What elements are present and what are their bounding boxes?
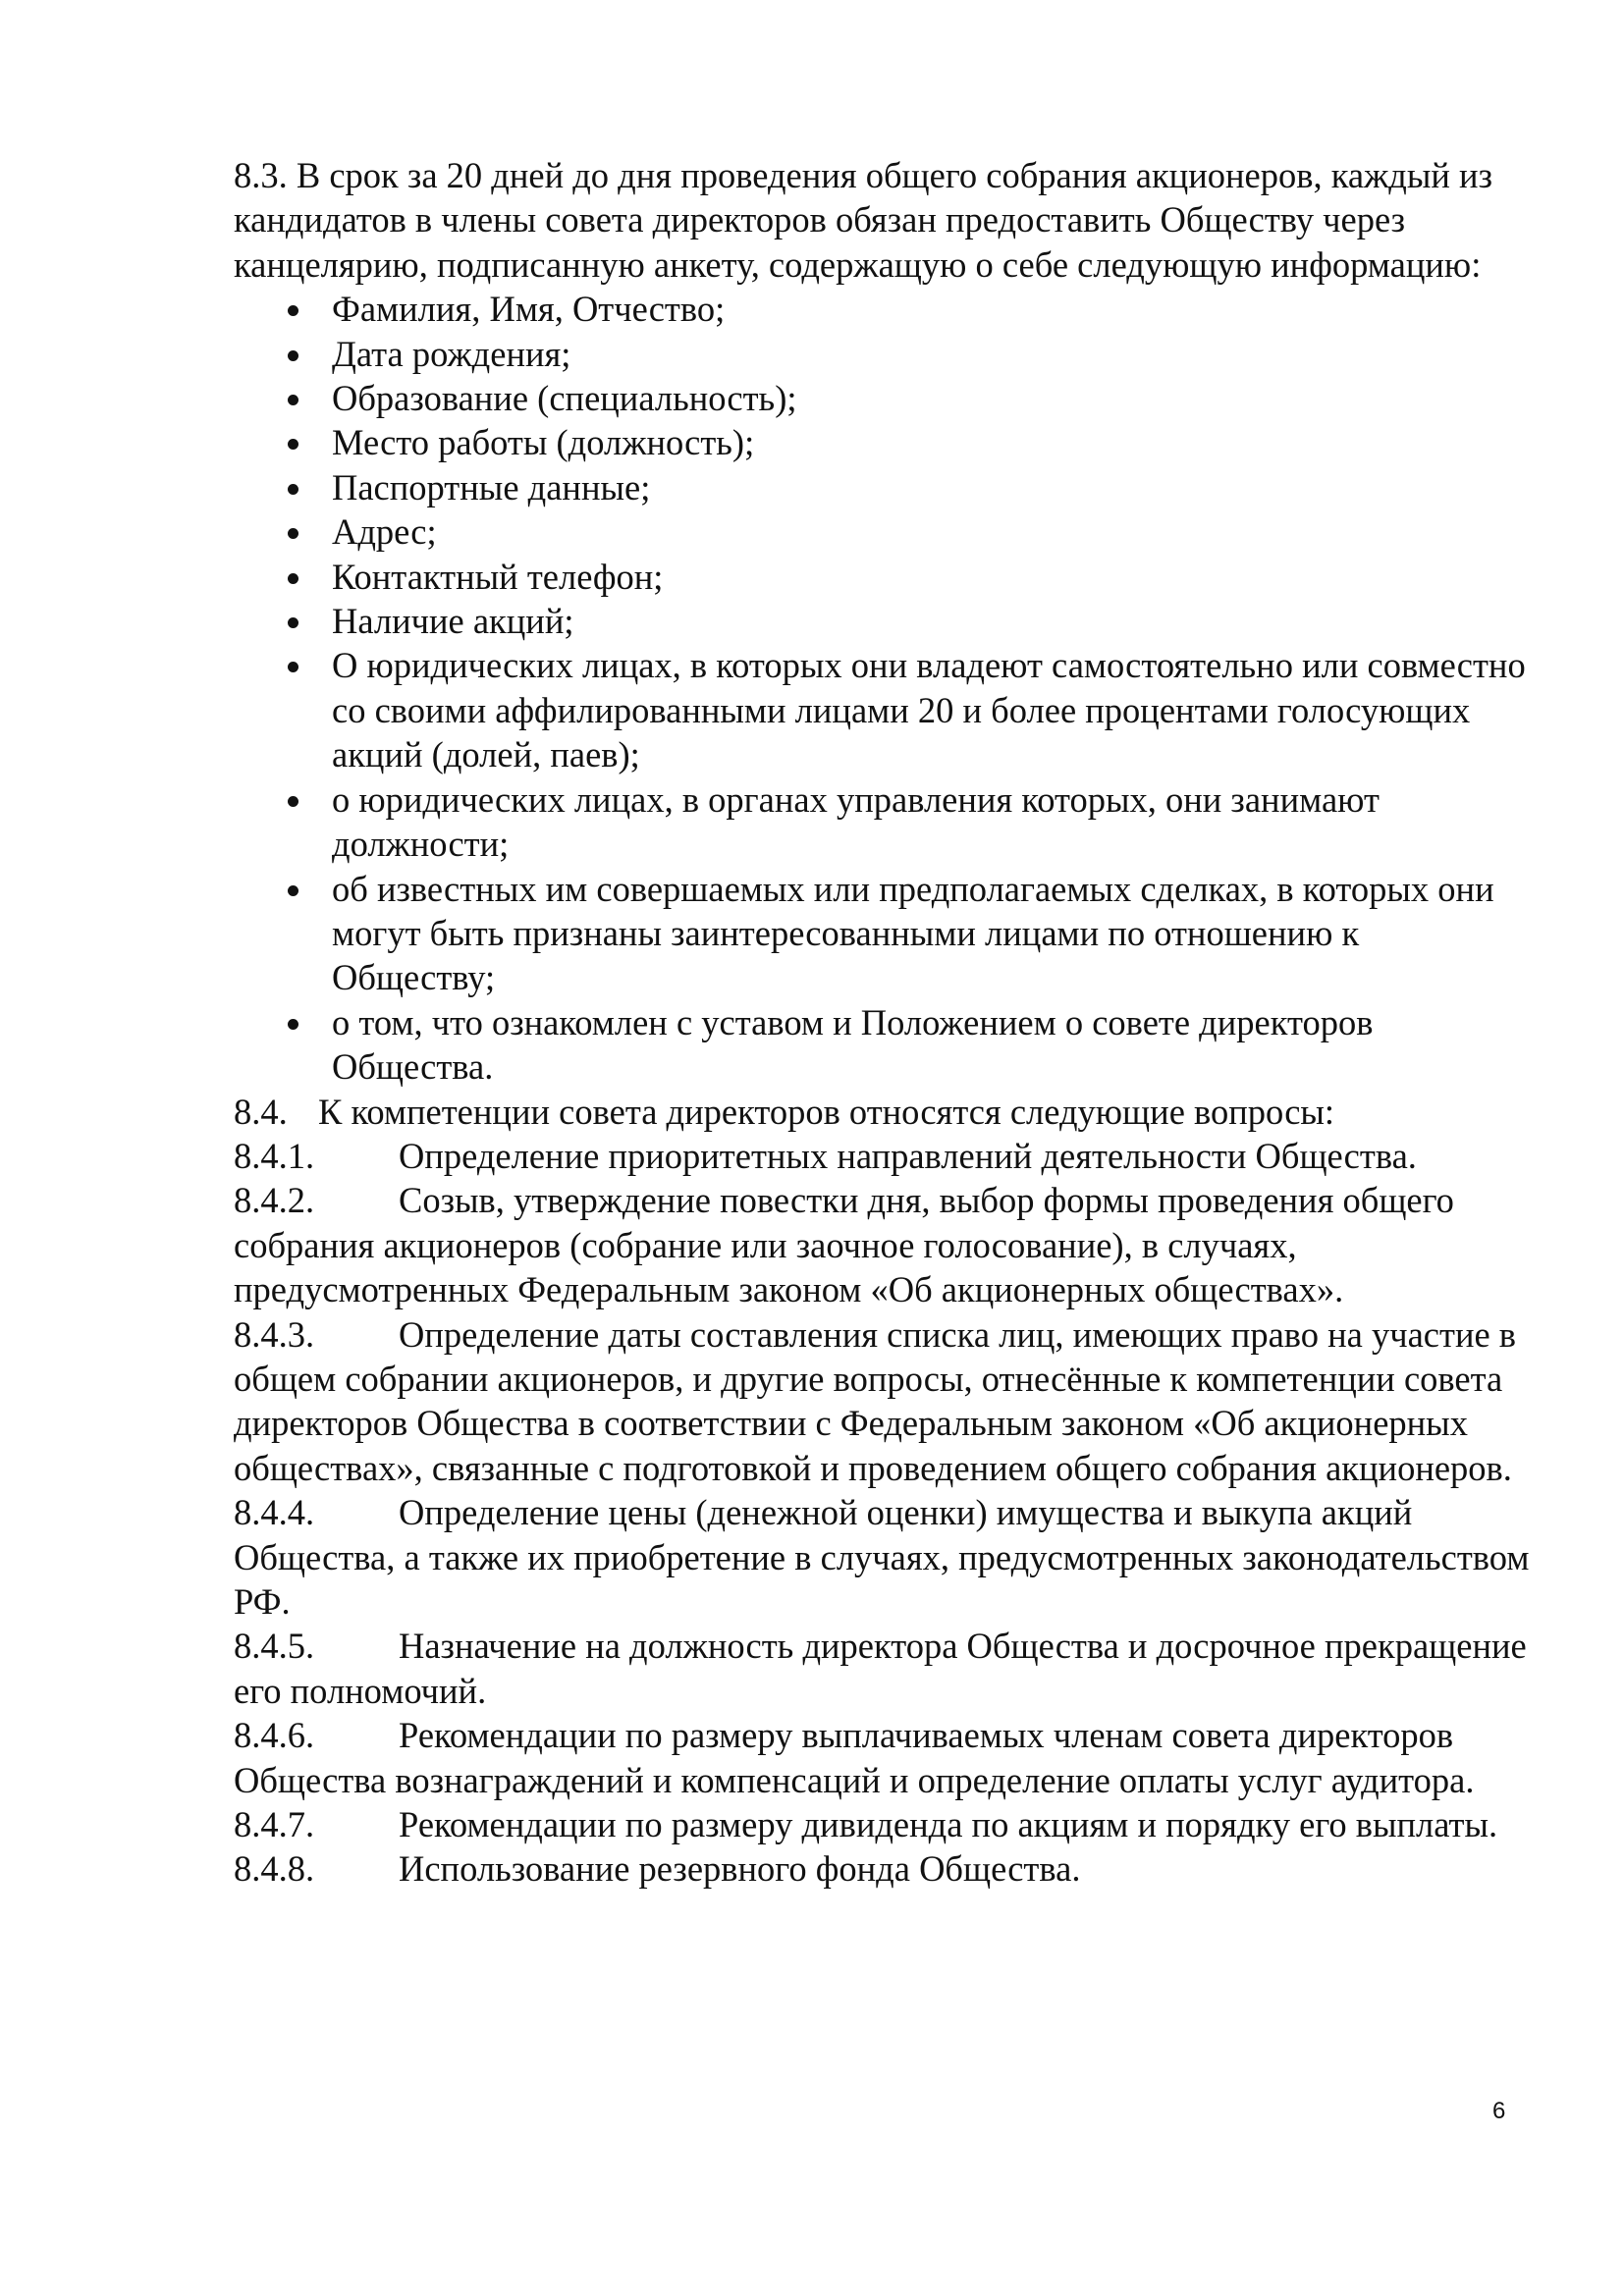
bullet-icon xyxy=(288,885,298,896)
section-number: 8.4. xyxy=(234,1091,288,1132)
bullet-icon xyxy=(288,1019,298,1030)
bullet-icon xyxy=(288,305,298,316)
list-item-text: Фамилия, Имя, Отчество; xyxy=(332,289,726,330)
list-item-text: О юридических лицах, в которых они владеют самостоятельно или совместно со своими аффилированными лицами 20 и более процентами голосующих акций (долей, паев); xyxy=(332,645,1526,775)
item-number: 8.4.8. xyxy=(234,1848,315,1890)
item-number: 8.4.5. xyxy=(234,1626,315,1667)
bullet-icon xyxy=(288,484,298,495)
item-text: Использование резервного фонда Общества. xyxy=(399,1848,1081,1890)
competence-item xyxy=(234,1624,1530,1713)
item-number: 8.4.6. xyxy=(234,1715,315,1756)
list-item-text: Контактный телефон; xyxy=(332,556,664,597)
item-text: Определение цены (денежной оценки) имущества и выкупа акций Общества, а также их приобретение в случаях, предусмотренных законодательством РФ. xyxy=(234,1492,1530,1622)
list-item xyxy=(234,420,1530,464)
bullet-icon xyxy=(288,662,298,672)
list-item xyxy=(234,287,1530,331)
competence-item xyxy=(234,1134,1530,1178)
competence-item xyxy=(234,1490,1530,1624)
competence-item xyxy=(234,1312,1530,1491)
item-number: 8.4.4. xyxy=(234,1492,315,1533)
list-item-text: о юридических лицах, в органах управления которых, они занимают должности; xyxy=(332,778,1380,865)
list-item-text: Адрес; xyxy=(332,511,437,553)
list-item xyxy=(234,332,1530,376)
bullet-icon xyxy=(288,439,298,450)
list-item xyxy=(234,376,1530,420)
item-number: 8.4.2. xyxy=(234,1180,315,1221)
questionnaire-list xyxy=(234,287,1530,1089)
page-number: 6 xyxy=(1492,2098,1506,2124)
section-8-4-heading xyxy=(234,1090,1530,1134)
list-item xyxy=(234,509,1530,554)
competence-item xyxy=(234,1713,1530,1802)
item-text: Определение даты составления списка лиц, имеющих право на участие в общем собрании акционеров, и другие вопросы, отнесённые к компетенции совета директоров Общества в соответствии с Федеральным законом «Об акционерных обществах», связанные с подготовкой и проведением общего собрания акционеров. xyxy=(234,1313,1517,1488)
item-text: Созыв, утверждение повестки дня, выбор формы проведения общего собрания акционеров (собрание или заочное голосование), в случаях, предусмотренных Федеральным законом «Об акционерных обществах». xyxy=(234,1180,1454,1310)
intro-paragraph: 8.3. В срок за 20 дней до дня проведения общего собрания акционеров, каждый из кандидатов в члены совета директоров обязан предоставить Обществу через канцелярию, подписанную анкету, содержащую о себе следующую информацию: xyxy=(234,155,1493,285)
item-number: 8.4.3. xyxy=(234,1313,315,1355)
bullet-icon xyxy=(288,617,298,628)
list-item xyxy=(234,643,1530,776)
item-number: 8.4.7. xyxy=(234,1804,315,1845)
list-item xyxy=(234,465,1530,509)
list-item-text: о том, что ознакомлен с уставом и Положением о совете директоров Общества. xyxy=(332,1001,1374,1088)
competence-item xyxy=(234,1802,1530,1846)
item-number: 8.4.1. xyxy=(234,1135,315,1176)
competence-item xyxy=(234,1178,1530,1311)
list-item-text: Дата рождения; xyxy=(332,333,571,374)
list-item-text: об известных им совершаемых или предполагаемых сделках, в которых они могут быть признаны заинтересованными лицами по отношению к Обществу; xyxy=(332,868,1494,998)
list-item xyxy=(234,867,1530,1000)
item-text: Определение приоритетных направлений деятельности Общества. xyxy=(399,1135,1417,1176)
bullet-icon xyxy=(288,528,298,539)
bullet-icon xyxy=(288,350,298,361)
list-item-text: Наличие акций; xyxy=(332,601,574,642)
list-item xyxy=(234,1000,1530,1090)
list-item-text: Образование (специальность); xyxy=(332,378,797,419)
competence-item xyxy=(234,1846,1530,1891)
list-item-text: Место работы (должность); xyxy=(332,422,755,463)
item-text: Назначение на должность директора Общества и досрочное прекращение его полномочий. xyxy=(234,1626,1527,1711)
bullet-icon xyxy=(288,395,298,405)
list-item xyxy=(234,555,1530,599)
section-text: К компетенции совета директоров относятся следующие вопросы: xyxy=(318,1091,1335,1132)
list-item xyxy=(234,599,1530,643)
item-text: Рекомендации по размеру дивиденда по акциям и порядку его выплаты. xyxy=(399,1804,1498,1845)
document-body xyxy=(234,153,1530,1892)
list-item xyxy=(234,777,1530,867)
bullet-icon xyxy=(288,573,298,584)
bullet-icon xyxy=(288,796,298,807)
item-text: Рекомендации по размеру выплачиваемых членам совета директоров Общества вознаграждений и компенсаций и определение оплаты услуг аудитора. xyxy=(234,1715,1475,1800)
list-item-text: Паспортные данные; xyxy=(332,466,651,507)
